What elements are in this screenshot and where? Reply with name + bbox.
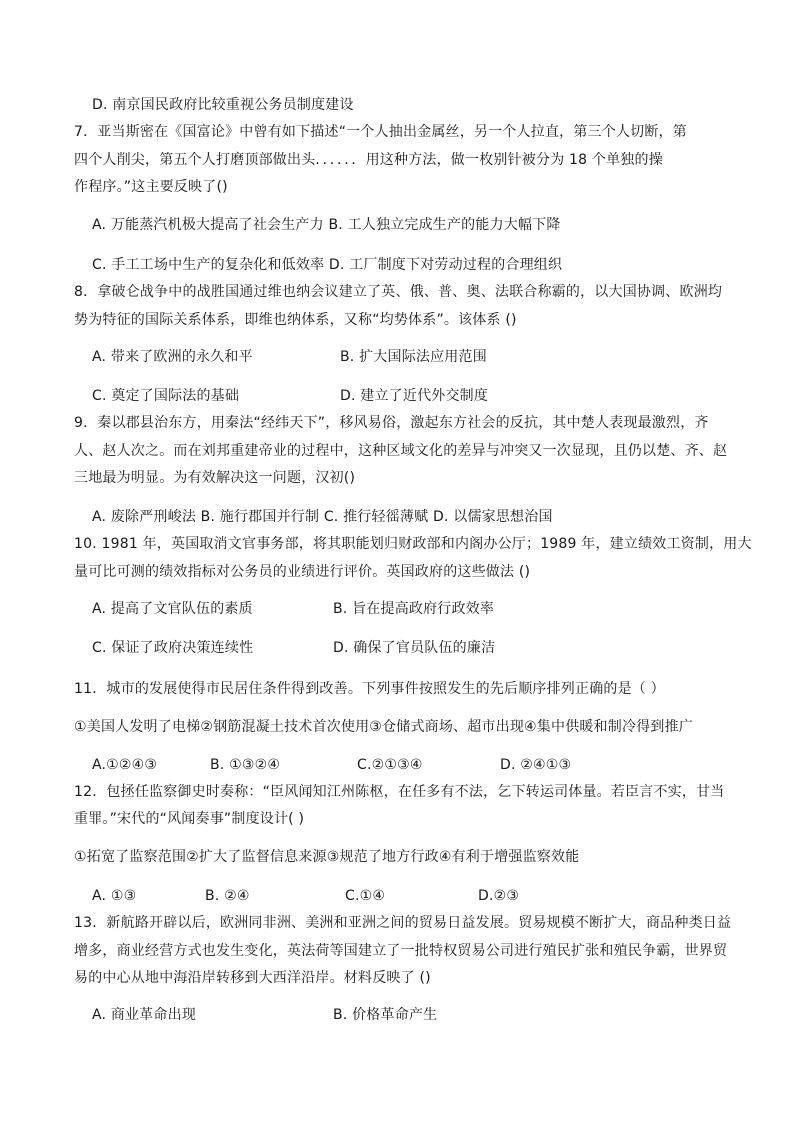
q7-stem-line-2: 四个人削尖，第五个人打磨顶部做出头．．．．．．用这种方法，做一枚别针被分为 18 个单独的操 [74, 152, 663, 168]
q11-option-b: B. ①③②④ [210, 757, 281, 773]
q9-stem-line-2: 人、赵人次之。而在刘邦重建帝业的过程中，这种区域文化的差异与冲突又一次显现，且仍以楚、齐、赵 [74, 443, 728, 459]
q11-items: ①美国人发明了电梯②钢筋混凝土技术首次使用③仓储式商场、超市出现④集中供暖和制冷得到推广 [74, 719, 694, 735]
q12-stem-line-1: 12．包拯任监察御史时奏称：“臣风闻知江州陈枢，在任多有不法，乞下转运司体量。若臣言不实，甘当 [74, 784, 725, 800]
q7-stem-line-3: 作程序。”这主要反映了() [74, 179, 228, 195]
q11-option-d: D. ②④①③ [500, 757, 572, 773]
q10-option-d: D. 确保了官员队伍的廉洁 [333, 640, 496, 656]
q12-option-c: C.①④ [345, 888, 386, 904]
q11-option-c: C.②①③④ [357, 757, 423, 773]
q13-stem-line-1: 13．新航路开辟以后，欧洲同非洲、美洲和亚洲之间的贸易日益发展。贸易规模不断扩大，商品种类日益 [74, 915, 732, 931]
q12-option-b: B. ②④ [205, 888, 250, 904]
q9-stem-line-1: 9．秦以郡县治东方，用秦法“经纬天下”，移风易俗，激起东方社会的反抗，其中楚人表现最激烈，齐 [74, 415, 709, 431]
q8-option-c: C. 奠定了国际法的基础 [92, 388, 240, 404]
q10-option-c: C. 保证了政府决策连续性 [92, 640, 254, 656]
q9-stem-line-3: 三地最为明显。为有效解决这一问题，汉初() [74, 470, 356, 486]
q8-option-d: D. 建立了近代外交制度 [340, 388, 489, 404]
q11-stem: 11．城市的发展使得市民居住条件得到改善。下列事件按照发生的先后顺序排列正确的是（ ） [74, 681, 665, 697]
q6-option-d: D. 南京国民政府比较重视公务员制度建设 [92, 97, 354, 113]
q8-option-a: A. 带来了欧洲的永久和平 [92, 349, 253, 365]
q13-option-a: A. 商业革命出现 [92, 1007, 197, 1023]
q10-stem-line-1: 10. 1981 年，英国取消文官事务部，将其职能划归财政部和内阁办公厅；1989 年，建立绩效工资制，用大 [74, 536, 752, 552]
q10-stem-line-2: 量可比可测的绩效指标对公务员的业绩进行评价。英国政府的这些做法 () [74, 564, 531, 580]
q12-items: ①拓宽了监察范围②扩大了监督信息来源③规范了地方行政④有利于增强监察效能 [74, 849, 580, 865]
q9-options: A. 废除严刑峻法 B. 施行郡国并行制 C. 推行轻徭薄赋 D. 以儒家思想治国 [92, 509, 553, 525]
q11-option-a: A.①②④③ [92, 757, 158, 773]
q12-option-a: A. ①③ [92, 888, 137, 904]
q10-option-b: B. 旨在提高政府行政效率 [333, 601, 495, 617]
q13-option-b: B. 价格革命产生 [333, 1007, 438, 1023]
q12-stem-line-2: 重罪。”宋代的“风闻奏事”制度设计( ) [74, 811, 305, 827]
q8-stem-line-2: 势为特征的国际关系体系，即维也纳体系，又称“均势体系”。该体系 () [74, 312, 517, 328]
q7-options-ab: A. 万能蒸汽机极大提高了社会生产力 B. 工人独立完成生产的能力大幅下降 [92, 217, 561, 233]
q12-option-d: D.②③ [478, 888, 520, 904]
q8-option-b: B. 扩大国际法应用范围 [340, 349, 487, 365]
q7-options-cd: C. 手工工场中生产的复杂化和低效率 D. 工厂制度下对劳动过程的合理组织 [92, 257, 563, 273]
q13-stem-line-3: 易的中心从地中海沿岸转移到大西洋沿岸。材料反映了 () [74, 970, 431, 986]
q7-stem-line-1: 7．亚当斯密在《国富论》中曾有如下描述“一个人抽出金属丝，另一个人拉直，第三个人切断，第 [74, 124, 687, 140]
q13-stem-line-2: 增多，商业经营方式也发生变化，英法荷等国建立了一批特权贸易公司进行殖民扩张和殖民争霸，世界贸 [74, 943, 728, 959]
q10-option-a: A. 提高了文官队伍的素质 [92, 601, 253, 617]
q8-stem-line-1: 8．拿破仑战争中的战胜国通过维也纳会议建立了英、俄、普、奥、法联合称霸的，以大国协调、欧洲均 [74, 284, 723, 300]
